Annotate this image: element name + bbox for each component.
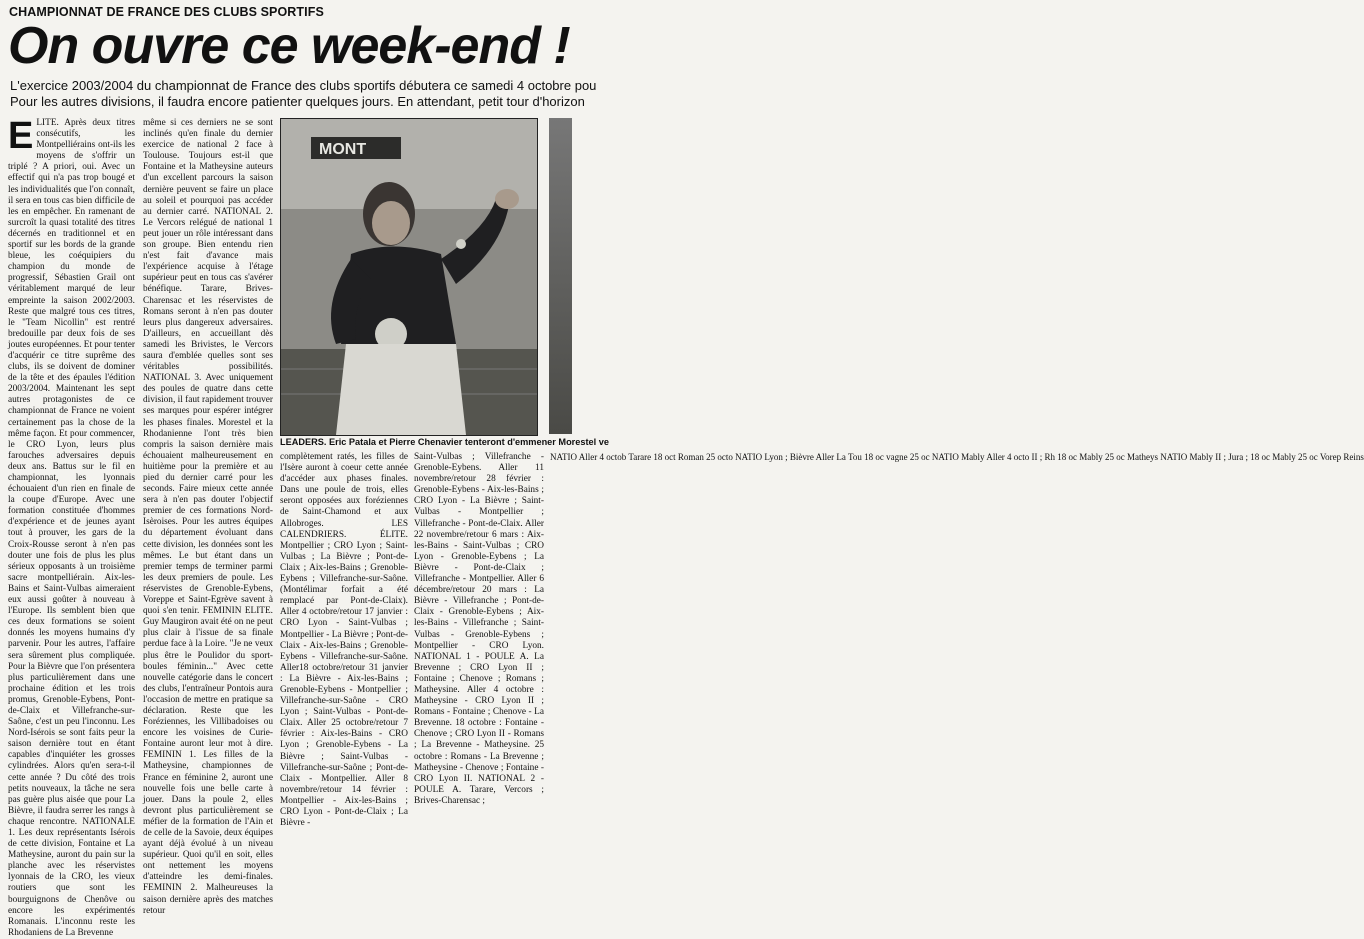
photo-edge-image: [549, 118, 572, 434]
column-4-text: Saint-Vulbas ; Villefranche - Grenoble-Eybens. Aller 11 novembre/retour 28 février : Grenoble-Eybens - Aix-les-Bains ; CRO Lyon - La Bièvre ; Saint-Vulbas - Montpellier ; Villefranche - Pont-de-Claix. Aller 22 novembre/retour 6 mars : Aix-les-Bains - Saint-Vulbas ; CRO Lyon - Grenoble-Eybens ; La Bièvre - Pont-de-Claix ; Villefranche - Montpellier. Aller 6 décembre/retour 20 mars : La Bièvre - Villefranche ; Pont-de-Claix - Grenoble-Eybens ; Aix-les-Bains - Villefranche ; Saint-Vulbas - Grenoble-Eybens ; Montpellier - CRO Lyon. NATIONAL 1 - POULE A. La Brevenne ; CRO Lyon II ; Fontaine ; Chenove ; Romans ; Matheysine. Aller 4 octobre : Matheysine - CRO Lyon II ; Romans - Fontaine ; Chenove - La Brevenne. 18 octobre : Fontaine - Chenove ; CRO Lyon II - Romans ; La Brevenne - Matheysine. 25 octobre : Romans - La Brevenne ; Matheysine - Chenove ; Fontaine - CRO Lyon II. NATIONAL 2 - POULE A. Tarare, Vercors ; Brives-Charensac ;: [414, 452, 544, 806]
drop-cap: E: [8, 115, 34, 157]
players-photo: [280, 118, 538, 436]
column-2-text: même si ces derniers ne se sont inclinés qu'en finale du dernier exercice de national 2 face à Toulouse. Toujours est-il que Fontaine et la Matheysine auteurs d'un excellent parcours la saison dernière peuvent se faire un place au soleil et pourquoi pas accéder au dernier carré. NATIONAL 2. Le Vercors relégué de national 1 peut jouer un rôle intéressant dans son groupe. Bien entendu rien n'est fait d'avance mais l'expérience acquise à l'étage supérieur peut en tous cas s'avérer bénéfique. Tarare, Brives-Charensac et les réservistes de Romans seront à n'en pas douter leurs plus dangereux adversaires. D'ailleurs, en accueillant dès samedi les Brivistes, le Vercors saura d'emblée quelles sont ses véritables possibilités. NATIONAL 3. Avec uniquement des poules de quatre dans cette division, il faut rapidement trouver ses marques pour espérer intégrer les phases finales. Morestel et la Rhodanienne l'ont très bien compris la saison dernière mais échouaient malheureusement en huitième pour la première et au pied du dernier carré pour les seconds. Faire mieux cette année sera à n'en pas douter l'objectif premier de ces formations Nord-Isèroises. Pour les autres équipes du département évoluant dans cette division, les données sont les mêmes. Le but étant dans un premier temps de terminer parmi les deux premiers de poule. Les réservistes de Grenoble-Eybens, Voreppe et Saint-Egrève savent à quoi s'en tenir. FEMININ ELITE. Guy Maugiron avait été on ne peut plus clair à l'issue de sa finale perdue face à la Loire. "Je ne veux plus être le Poulidor du sport-boules féminin..." Avec cette nouvelle catégorie dans le concert des clubs, l'entraîneur Pontois aura l'occasion de mettre en pratique sa déclaration. Reste que les Foréziennes, les Villibadoises ou encore les voisines de Curie-Fontaine auront leur mot à dire. FEMININ 1. Les filles de la Matheysine, championnes de France en féminine 2, auront une nouvelle fois une belle carte à jouer. Dans la poule 2, elles devront plus particulièrement se méfier de la formation de l'Ain et de celle de la Savoie, deux équipes ayant déjà évolué à un niveau supérieur. Quoi qu'il en soit, elles ont nettement les moyens d'atteindre les demi-finales. FEMININ 2. Malheureuses la saison dernière après des matches retour: [143, 118, 273, 916]
column-1-text: LITE. Après deux titres consécutifs, les Montpelliérains ont-ils les moyens de s'offrir un triplé ? A priori, oui. Avec un effectif qui n'a pas trop bougé et les individualités que l'on connaît, il sera en tous cas bien difficile de les en empêcher. En ramenant de surcroît la quasi totalité des titres décernés en traditionnel et en sportif sur les bords de la grande bleue, les coéquipiers du champion du monde de progressif, Sébastien Grail ont véritablement marqué de leur empreinte la saison 2002/2003. Reste que malgré tous ces titres, le "Team Nicollin" est rentré bredouille par deux fois de ses joutes européennes. Et pour tenter d'acquérir ce titre suprême des clubs, ils se doivent de dominer de la tête et des épaules l'édition 2003/2004. Maintenant les sept autres protagonistes de ce championnat de France ne voient certainement pas la chose de la même façon. Et pour commencer, le CRO Lyon, leurs plus farouches adversaires depuis deux ans. Battus sur le fil en championnat, les lyonnais échouaient d'un rien en finale de la coupe d'Europe. Avec une formation constituée d'hommes d'expérience et de jeunes ayant tout à prouver, les gars de la Croix-Rousse seront à n'en pas douter une fois de plus les plus sérieux opposants à un troisième sacre montpelliérain. Aix-les-Bains et Saint-Vulbas aimeraient eux aussi goûter à nouveau à l'Europe. Ils semblent bien que ces deux formations se soient donnés les moyens humains d'y parvenir. Pour les autres, l'affaire sera sûrement plus compliquée. Pour la Bièvre que l'on présentera plus particulièrement dans une prochaine édition et les trois promus, Grenoble-Eybens, Pont-de-Claix et Villefranche-sur-Saône, c'est un peu l'inconnu. Les Nord-Isérois se sont faits peur la saison dernière tout en étant capables d'inquiéter les grosses cylindrées. Alors qu'en sera-t-il cette année ? Du côté des trois petits nouveaux, la tâche ne sera pas guère plus aisée que pour La Bièvre, il faudra serrer les rangs à chaque rencontre. NATIONALE 1. Les deux représentants Isérois de cette division, Fontaine et La Matheysine, auront du pain sur la planche avec les réservistes lyonnais de la CRO, les vieux routiers que sont les bourguignons de Chenôve ou encore les expérimentés Romanais. L'inconnu reste les Rhodaniens de La Brevenne: [8, 118, 135, 938]
section-kicker: CHAMPIONNAT DE FRANCE DES CLUBS SPORTIFS: [9, 5, 324, 19]
article-column-4: [414, 452, 544, 806]
headline: On ouvre ce week-end !: [8, 17, 570, 75]
article-column-2: [143, 118, 273, 916]
article-column-3: [280, 452, 408, 829]
cropped-column-strip: NATIO Aller 4 octob Tarare 18 oct Roman 25 octo NATIO Lyon ; Bièvre Aller La Tou 18 oc vagne 25 oc NATIO Mably Aller 4 octo II ; Rh 18 oc Mably 25 oc Matheys NATIO Mably II ; Jura ; 18 oc Mably 25 oc Vorep Reins: [550, 452, 1364, 462]
article-column-1: [8, 115, 135, 938]
player-silhouette-image: [281, 119, 537, 435]
photo-sign: MONT: [319, 141, 367, 158]
column-3-text: complètement ratés, les filles de l'Isère auront à coeur cette année d'accéder aux phases finales. Dans une poule de trois, elles seront opposées aux foréziennes de Saint-Chamond et aux Allobroges. LES CALENDRIERS. ÉLITE. Montpellier ; CRO Lyon ; Saint-Vulbas ; La Bièvre ; Pont-de-Claix ; Aix-les-Bains ; Grenoble-Eybens ; Villefranche-sur-Saône. (Montélimar forfait a été remplacé par Pont-de-Claix). Aller 4 octobre/retour 17 janvier : CRO Lyon - Saint-Vulbas ; Montpellier - La Bièvre ; Pont-de-Claix - Aix-les-Bains ; Grenoble-Eybens - Villefranche-sur-Saône. Aller18 octobre/retour 31 janvier : La Bièvre - Aix-les-Bains ; Grenoble-Eybens - Montpellier ; Villefranche-sur-Saône - CRO Lyon ; Saint-Vulbas - Pont-de-Claix. Aller 25 octobre/retour 7 février : Aix-les-Bains - CRO Lyon ; Grenoble-Eybens - La Bièvre ; Saint-Vulbas - Villefranche-sur-Saône ; Pont-de-Claix - Montpellier. Aller 8 novembre/retour 14 février : Montpellier - Aix-les-Bains ; CRO Lyon - Pont-de-Claix ; La Bièvre -: [280, 452, 408, 829]
photo-caption: LEADERS. Eric Patala et Pierre Chenavier tenteront d'emmener Morestel ve: [280, 437, 609, 447]
lede: [10, 78, 597, 110]
lede-line-1: L'exercice 2003/2004 du championnat de France des clubs sportifs débutera ce samedi 4 octobre pou: [10, 78, 597, 93]
lede-line-2: Pour les autres divisions, il faudra encore patienter quelques jours. En attendant, petit tour d'horizon: [10, 94, 585, 109]
